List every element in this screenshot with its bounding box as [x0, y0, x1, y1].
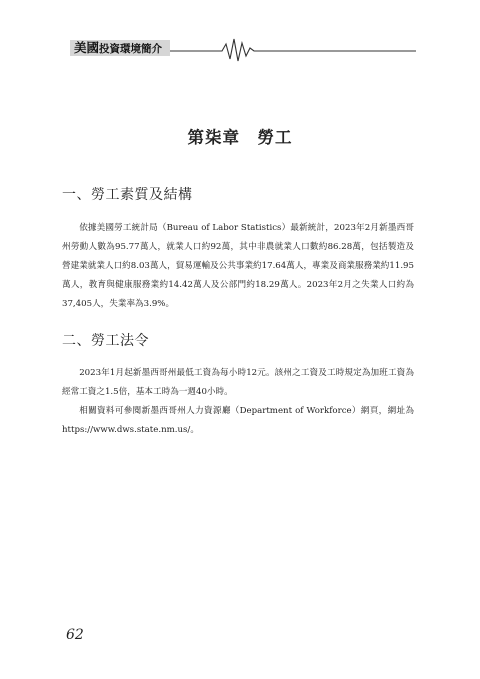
page-number: 62	[66, 627, 84, 643]
section-heading-labor-quality: 一、勞工素質及結構	[62, 187, 193, 203]
header-title-text: 投資環境簡介	[99, 43, 163, 55]
chapter-title: 第柒章 勞工	[187, 128, 293, 147]
paragraph-workforce-reference: 相關資料可參閱新墨西哥州人力資源廳（Department of Workforce）網頁，網址為https://www.dws.state.nm.us/。	[62, 406, 414, 435]
header-title	[70, 40, 170, 56]
page-header	[0, 0, 480, 70]
paragraph-labor-statistics: 依據美國勞工統計局（Bureau of Labor Statistics）最新統計，2023年2月新墨西哥州勞動人數為95.77萬人，就業人口約92萬，其中非農就業人口數約86.28萬，包括製造及營建業就業人口約8.03萬人，貿易運輸及公共事業約17.64萬人，專業及商業服務業約11.95萬人，教育與健康服務業約14.42萬人及公部門約18.29萬人。2023年2月之失業人口約為37,405人，失業率為3.9%。	[62, 223, 414, 309]
section-heading-labor-law: 二、勞工法令	[62, 333, 149, 349]
paragraph-minimum-wage: 2023年1月起新墨西哥州最低工資為每小時12元。該州之工資及工時規定為加班工資為經常工資之1.5倍，基本工時為一週40小時。	[62, 368, 414, 397]
header-title-country: 美國	[74, 40, 100, 55]
